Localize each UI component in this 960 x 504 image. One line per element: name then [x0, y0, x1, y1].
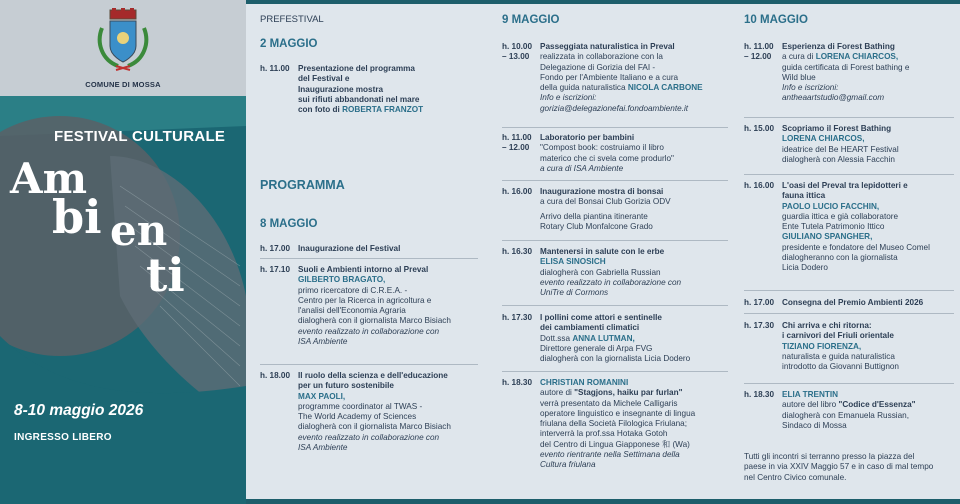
- logo-letters-1: Am: [10, 154, 88, 203]
- program-heading: PROGRAMMA: [260, 178, 345, 192]
- event-9-maggio-1100: h. 11.00 – 12.00 Laboratorio per bambini "Compost book: costruiamo il libro materico che ci svela come produrlo" a cura di ISA Ambiente: [502, 133, 674, 173]
- municipality-name: COMUNE DI MOSSA: [85, 80, 161, 89]
- divider: [744, 313, 954, 314]
- logo-letters-3: en: [110, 206, 168, 255]
- event-9-maggio-1000: h. 10.00 – 13.00 Passeggiata naturalistica in Preval realizzata in collaborazione con la Delegazione di Gorizia del FAI - Fondo per l'Ambiente Italiano e a cura della guida naturalistica NICOLA CARBONE Info e iscrizioni: gorizia@delegazionefai.fondoambiente.it: [502, 42, 703, 113]
- event-9-maggio-1830: h. 18.30 CHRISTIAN ROMANINI autore di "Stagjons, haiku par furlan" verrà presentato da Michele Calligaris operatore linguistico e insegnante di lingua friulana della Società Filologica Friulana; interverrà la prof.ssa Hotaka Gotoh del Centro di Lingua Giapponese 和 (Wa) evento rientrante nella Settimana della Cultura friulana: [502, 378, 696, 470]
- top-bar: [246, 0, 960, 4]
- festival-title: FESTIVAL CULTURALE: [54, 128, 226, 145]
- venue-note: Tutti gli incontri si terranno presso la piazza del paese in via XXIV Maggio 57 e in caso di mal tempo nel Centro Civico comunale.: [744, 452, 934, 482]
- day-heading-8-maggio: 8 MAGGIO: [260, 218, 318, 230]
- divider: [744, 117, 954, 118]
- event-10-maggio-1100: h. 11.00 – 12.00 Esperienza di Forest Bathing a cura di LORENA CHIARCOS, guida certificata di Forest bathing e Wild blue Info e iscrizioni: antheaartstudio@gmail.com: [744, 42, 910, 103]
- divider: [502, 305, 728, 306]
- event-10-maggio-1730: h. 17.30 Chi arriva e chi ritorna: i carnivori del Friuli orientale TIZIANO FIORENZA, naturalista e guida naturalistica introdotto da Giovanni Buttignon: [744, 321, 899, 372]
- logo-letters-2: bi: [52, 190, 102, 244]
- event-9-maggio-1630: h. 16.30 Mantenersi in salute con le erbe ELISA SINOSICH dialogherà con Gabriella Russian evento realizzato in collaborazione con UniTre di Cormons: [502, 247, 682, 298]
- divider: [260, 258, 478, 259]
- event-8-maggio-1700: h. 17.00 Inaugurazione del Festival: [260, 244, 401, 253]
- event-8-maggio-1800: h. 18.00 Il ruolo della scienza e dell'educazione per un futuro sostenibile MAX PAOLI, programme coordinator al TWAS - The World Academy of Sciences dialogherà con il giornalista Marco Bisiach evento realizzato in collaborazione con ISA Ambiente: [260, 371, 451, 453]
- day-heading-2-maggio: 2 MAGGIO: [260, 38, 318, 50]
- divider: [744, 174, 954, 175]
- event-8-maggio-1710: h. 17.10 Suoli e Ambienti intorno al Preval GILBERTO BRAGATO, primo ricercatore di C.R.E.A. - Centro per la Ricerca in agricoltura e l'analisi dell'Economia Agraria dialogherà con il giornalista Marco Bisiach evento realizzato in collaborazione con ISA Ambiente: [260, 265, 451, 347]
- divider: [744, 290, 954, 291]
- event-10-maggio-1700: h. 17.00 Consegna del Premio Ambienti 2026: [744, 298, 924, 307]
- prefestival-heading: PREFESTIVAL: [260, 14, 324, 25]
- divider: [502, 240, 728, 241]
- poster-panel: [0, 0, 246, 504]
- event-10-maggio-1830: h. 18.30 ELIA TRENTIN autore del libro "Codice d'Essenza" dialogherà con Emanuela Russian, Sindaco di Mossa: [744, 390, 916, 430]
- divider: [502, 371, 728, 372]
- divider: [260, 364, 478, 365]
- logo-letters-4: ti: [146, 248, 185, 302]
- divider: [502, 127, 728, 128]
- day-heading-10-maggio: 10 MAGGIO: [744, 14, 808, 26]
- program-panel: [246, 0, 960, 504]
- free-entry-label: INGRESSO LIBERO: [14, 432, 112, 443]
- divider: [744, 383, 954, 384]
- divider: [502, 180, 728, 181]
- event-9-maggio-1730: h. 17.30 I pollini come attori e sentinelle dei cambiamenti climatici Dott.ssa ANNA LUTMAN, Direttore generale di Arpa FVG dialogherà con la giornalista Licia Dodero: [502, 313, 691, 364]
- event-2-maggio-1100: h. 11.00 Presentazione del programma del Festival e Inaugurazione mostra sui rifiuti abbandonati nel mare con foto di ROBERTA FRANZOT: [260, 64, 424, 115]
- coat-of-arms-logo: [94, 8, 152, 76]
- event-10-maggio-1600: h. 16.00 L'oasi del Preval tra lepidotteri e fauna ittica PAOLO LUCIO FACCHIN, guardia ittica e già collaboratore Ente Tutela Patrimonio Ittico GIULIANO SPANGHER, presidente e fondatore del Museo Comel dialogheranno con la giornalista Licia Dodero: [744, 181, 930, 273]
- festival-dates: 8-10 maggio 2026: [14, 402, 144, 419]
- event-9-maggio-1600: h. 16.00 Inaugurazione mostra di bonsai a cura del Bonsai Club Gorizia ODV Arrivo della piantina itinerante Rotary Club Monfalcone Grado: [502, 187, 671, 231]
- event-10-maggio-1500: h. 15.00 Scopriamo il Forest Bathing LORENA CHIARCOS, ideatrice del Be HEART Festival dialogherà con Alessia Facchin: [744, 124, 899, 164]
- day-heading-9-maggio: 9 MAGGIO: [502, 14, 560, 26]
- bottom-bar: [246, 499, 960, 504]
